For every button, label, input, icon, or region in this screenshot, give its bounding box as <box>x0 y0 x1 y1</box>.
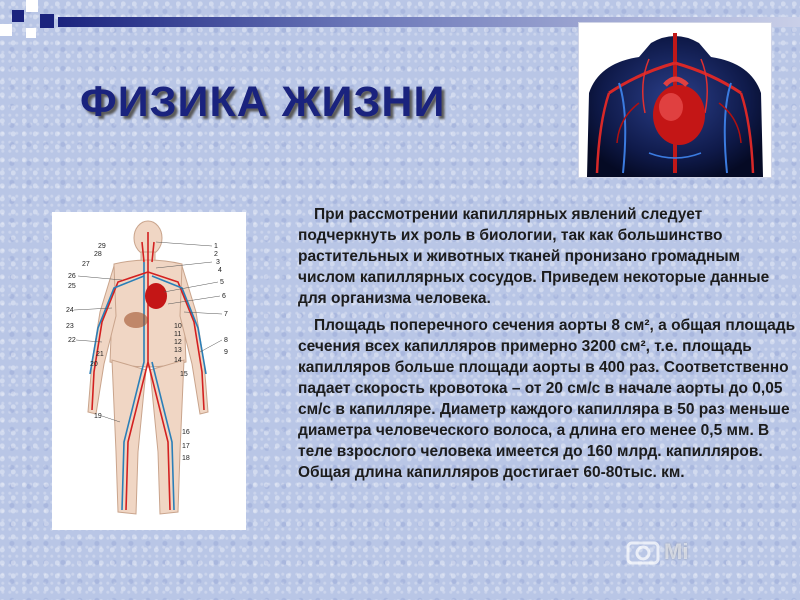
diagram-label: 9 <box>224 349 228 356</box>
diagram-label: 18 <box>182 455 190 462</box>
diagram-label: 26 <box>68 273 76 280</box>
diagram-label: 11 <box>174 331 182 338</box>
diagram-label: 16 <box>182 429 190 436</box>
diagram-label: 28 <box>94 251 102 258</box>
paragraph-intro: При рассмотрении капиллярных явлений следует подчеркнуть их роль в биологии, так как большинство растительных и животных тканей пронизано громадным числом капиллярных сосудов. Приведем некоторые данные для организма человека. <box>298 206 770 307</box>
decor-square <box>12 10 24 22</box>
watermark-camera-icon <box>626 537 660 567</box>
circulatory-system-image <box>578 22 772 178</box>
diagram-label: 1 <box>214 243 218 250</box>
diagram-label: 5 <box>220 279 224 286</box>
diagram-label: 4 <box>218 267 222 274</box>
diagram-label: 21 <box>96 351 104 358</box>
diagram-label: 19 <box>94 413 102 420</box>
diagram-label: 8 <box>224 337 228 344</box>
diagram-label: 29 <box>98 243 106 250</box>
slide-title: ФИЗИКА ЖИЗНИ <box>80 78 446 126</box>
diagram-label: 6 <box>222 293 226 300</box>
diagram-label: 27 <box>82 261 90 268</box>
diagram-label: 3 <box>216 259 220 266</box>
decor-square <box>26 28 36 38</box>
watermark-logo <box>626 532 768 572</box>
diagram-label: 14 <box>174 357 182 364</box>
diagram-label: 12 <box>174 339 182 346</box>
diagram-label: 2 <box>214 251 218 258</box>
diagram-label: 20 <box>90 361 98 368</box>
slide-body-text <box>298 204 798 489</box>
watermark-text: Mi <box>664 539 689 564</box>
decor-square <box>40 14 54 28</box>
diagram-label: 25 <box>68 283 76 290</box>
diagram-label: 7 <box>224 311 228 318</box>
diagram-label: 24 <box>66 307 74 314</box>
paragraph-data: Площадь поперечного сечения аорты 8 см², а общая площадь сечения всех капилляров примерно 3200 см², т.е. площадь капилляров больше площади аорты в 400 раз. Соответственно падает скорость кровотока – от 20 см/с в начале аорты до 0,05 см/с в капилляре. Диаметр каждого капилляра в 50 раз меньше диаметра человеческого волоса, а длина его менее 0,5 мм. В теле взрослого человека имеется до 160 млрд. капилляров. Общая длина капилляров достигает 60-80тыс. км. <box>298 317 796 481</box>
diagram-label: 22 <box>68 337 76 344</box>
decor-square <box>26 0 38 12</box>
diagram-label: 17 <box>182 443 190 450</box>
diagram-label: 23 <box>66 323 74 330</box>
decor-square <box>0 24 12 36</box>
diagram-label: 13 <box>174 347 182 354</box>
human-vascular-diagram <box>52 212 246 530</box>
diagram-label: 10 <box>174 323 182 330</box>
diagram-label: 15 <box>180 371 188 378</box>
